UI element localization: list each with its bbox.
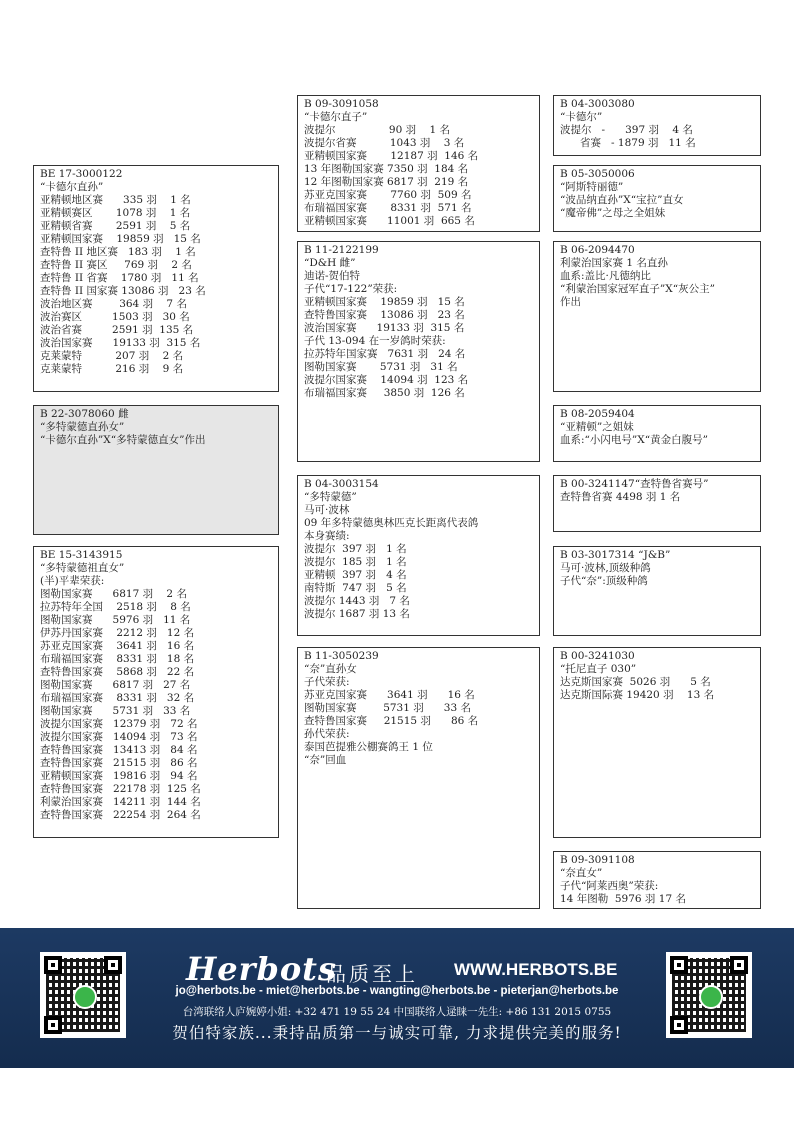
pedigree-line: 利蒙治国家赛 1 名直孙 bbox=[560, 257, 668, 269]
ring-number: B 11-2122199 bbox=[304, 244, 379, 256]
ring-number: B 11-3050239 bbox=[304, 650, 379, 662]
pedigree-line: “多特蒙德” bbox=[304, 491, 357, 503]
pedigree-line: 苏亚克国家赛 7760 羽 509 名 bbox=[304, 189, 472, 201]
pedigree-line: 苏亚克国家赛 3641 羽 16 名 bbox=[304, 689, 475, 701]
ring-number: B 05-3050006 bbox=[560, 168, 635, 180]
pedigree-line: 克莱蒙特 207 羽 2 名 bbox=[40, 350, 184, 362]
pedigree-line: “卡德尔直孙” bbox=[40, 181, 104, 193]
pedigree-line: 查特鲁国家赛 22178 羽 125 名 bbox=[40, 783, 201, 795]
pedigree-line: 波提尔 - 397 羽 4 名 bbox=[560, 124, 693, 136]
sss-box bbox=[553, 95, 761, 156]
pedigree-line: “魔帝佛”之母之全姐妹 bbox=[560, 207, 666, 219]
dam-box bbox=[33, 546, 279, 838]
pedigree-line: 亚精顿地区赛 335 羽 1 名 bbox=[40, 194, 191, 206]
pedigree-line: “卡德尔直孙”X“多特蒙德直女”作出 bbox=[40, 434, 206, 446]
pedigree-line: 波提尔 1443 羽 7 名 bbox=[304, 595, 410, 607]
ring-number: B 09-3091108 bbox=[560, 854, 635, 866]
pedigree-line: 波提尔国家赛 14094 羽 73 名 bbox=[40, 731, 198, 743]
pedigree-line: 波提尔国家赛 12379 羽 72 名 bbox=[40, 718, 198, 730]
pedigree-line: 亚精顿国家赛 19859 羽 15 名 bbox=[304, 296, 465, 308]
pedigree-line: 克莱蒙特 216 羽 9 名 bbox=[40, 363, 184, 375]
pedigree-line: 南特斯 747 羽 5 名 bbox=[304, 582, 407, 594]
pedigree-line: 布瑞福国家赛 3850 羽 126 名 bbox=[304, 387, 465, 399]
pedigree-line: 布瑞福国家赛 8331 羽 32 名 bbox=[40, 692, 195, 704]
pedigree-line: 达克斯国家赛 5026 羽 5 名 bbox=[560, 676, 711, 688]
pedigree-line: 波提尔 1687 羽 13 名 bbox=[304, 608, 410, 620]
ring-number: B 08-2059404 bbox=[560, 408, 635, 420]
pedigree-line: 波治国家赛 19133 羽 315 名 bbox=[40, 337, 201, 349]
pedigree-line: 苏亚克国家赛 3641 羽 16 名 bbox=[40, 640, 195, 652]
pedigree-line: 子代荣获: bbox=[304, 676, 350, 688]
pedigree-line: 查特鲁省赛 4498 羽 1 名 bbox=[560, 491, 681, 503]
pedigree-line: 波提尔省赛 1043 羽 3 名 bbox=[304, 137, 465, 149]
pedigree-line: “卡德尔” bbox=[560, 111, 603, 123]
pedigree-line: 作出 bbox=[560, 296, 581, 308]
pedigree-line: “奈”直孙女 bbox=[304, 663, 357, 675]
pedigree-line: 子代“阿莱西奥”荣获: bbox=[560, 880, 659, 892]
pedigree-line: 亚精顿国家赛 19816 羽 94 名 bbox=[40, 770, 198, 782]
pedigree-line: 亚精顿国家赛 12187 羽 146 名 bbox=[304, 150, 479, 162]
pedigree-line: 波提尔 397 羽 1 名 bbox=[304, 543, 407, 555]
pedigree-line: 图勒国家赛 6817 羽 27 名 bbox=[40, 679, 191, 691]
pedigree-line: 09 年多特蒙德奥林匹克长距离代表鸽 bbox=[304, 517, 479, 529]
pedigree-line: “奈”回血 bbox=[304, 754, 347, 766]
pedigree-line: 亚精顿国家赛 11001 羽 665 名 bbox=[304, 215, 475, 227]
pedigree-line: 子代“奈”:顶级种鸽 bbox=[560, 575, 648, 587]
sds-box bbox=[553, 241, 761, 392]
pedigree-line: 达克斯国际赛 19420 羽 13 名 bbox=[560, 689, 715, 701]
pedigree-line: 图勒国家赛 5731 羽 33 名 bbox=[40, 705, 191, 717]
pedigree-line: 亚精顿 397 羽 4 名 bbox=[304, 569, 407, 581]
pedigree-line: “波品纳直孙”X“宝拉”直女 bbox=[560, 194, 684, 206]
subject-box bbox=[33, 405, 279, 535]
pedigree-line: 查特鲁国家赛 13086 羽 23 名 bbox=[304, 309, 465, 321]
pedigree-line: 伊苏丹国家赛 2212 羽 12 名 bbox=[40, 627, 195, 639]
ssd-box bbox=[553, 165, 761, 232]
pedigree-line: “卡德尔直子” bbox=[304, 111, 368, 123]
pedigree-line: 波治地区赛 364 羽 7 名 bbox=[40, 298, 187, 310]
pedigree-line: 14 年图勒 5976 羽 17 名 bbox=[560, 893, 686, 905]
pedigree-line: 波治国家赛 19133 羽 315 名 bbox=[304, 322, 465, 334]
pedigree-line: 图勒国家赛 6817 羽 2 名 bbox=[40, 588, 187, 600]
pedigree-line: “多特蒙德祖直女” bbox=[40, 562, 125, 574]
dss-box bbox=[553, 475, 761, 532]
ring-number: B 09-3091058 bbox=[304, 98, 379, 110]
pedigree-line: 波提尔 185 羽 1 名 bbox=[304, 556, 407, 568]
pedigree-line: 本身赛绩: bbox=[304, 530, 350, 542]
pedigree-line: 布瑞福国家赛 8331 羽 18 名 bbox=[40, 653, 195, 665]
pedigree-line: 亚精顿国家赛 19859 羽 15 名 bbox=[40, 233, 201, 245]
pedigree-line: 泰国芭提雅公棚赛鸽王 1 位 bbox=[304, 741, 433, 753]
pedigree-line: 13 年图勒国家赛 7350 羽 184 名 bbox=[304, 163, 469, 175]
brand-row bbox=[186, 950, 626, 990]
pedigree-line: 亚精顿省赛 2591 羽 5 名 bbox=[40, 220, 191, 232]
pedigree-line: 拉苏特年全国 2518 羽 8 名 bbox=[40, 601, 191, 613]
pedigree-line: “奈直女” bbox=[560, 867, 603, 879]
pedigree-line: 布瑞福国家赛 8331 羽 571 名 bbox=[304, 202, 472, 214]
ring-number: BE 17-3000122 bbox=[40, 168, 123, 180]
pedigree-line: (半)平辈荣获: bbox=[40, 575, 105, 587]
pedigree-line: “D&H 雌” bbox=[304, 257, 356, 269]
pedigree-line: “亚精顿”之姐妹 bbox=[560, 421, 634, 433]
contact-phones: 台湾联络人庐婉婷小姐: +32 471 19 55 24 中国联络人逯睐一先生: +86 131 2015 0755 bbox=[182, 1006, 612, 1018]
pedigree-line: “托尼直子 030” bbox=[560, 663, 637, 675]
ring-number: B 00-3241030 bbox=[560, 650, 635, 662]
website-link[interactable]: WWW.HERBOTS.BE bbox=[454, 960, 618, 979]
ring-number: B 00-3241147“查特鲁省赛号” bbox=[560, 478, 709, 490]
herbots-logo: Herbots bbox=[186, 950, 337, 988]
pedigree-line: 图勒国家赛 5731 羽 31 名 bbox=[304, 361, 458, 373]
dds-box bbox=[553, 647, 761, 838]
pedigree-line: 波治省赛 2591 羽 135 名 bbox=[40, 324, 194, 336]
pedigree-line: 查特鲁 II 赛区 769 羽 2 名 bbox=[40, 259, 192, 271]
pedigree-line: 查特鲁 II 地区赛 183 羽 1 名 bbox=[40, 246, 196, 258]
pedigree-line: 查特鲁国家赛 21515 羽 86 名 bbox=[304, 715, 479, 727]
pedigree-line: 孙代荣获: bbox=[304, 728, 350, 740]
tagline: 贺伯特家族...秉持品质第一与诚实可靠, 力求提供完美的服务! bbox=[172, 1024, 622, 1042]
pedigree-line: “多特蒙德直孙女” bbox=[40, 421, 125, 433]
sire-dam-box bbox=[297, 241, 540, 462]
pedigree-line: 子代 13-094 在一岁鸽时荣获: bbox=[304, 335, 446, 347]
pedigree-line: 血系:盖比·凡德纳比 bbox=[560, 270, 651, 282]
pedigree-line: 利蒙治国家赛 14211 羽 144 名 bbox=[40, 796, 201, 808]
slogan: 品质至上 bbox=[326, 962, 418, 986]
pedigree-line: 子代“17-122”荣获: bbox=[304, 283, 398, 295]
sire-box bbox=[33, 165, 279, 392]
pedigree-line: 迪诺-贺伯特 bbox=[304, 270, 361, 282]
pedigree-line: 马可·波林 bbox=[304, 504, 350, 516]
pedigree-line: 查特鲁国家赛 22254 羽 264 名 bbox=[40, 809, 201, 821]
contact-emails[interactable]: jo@herbots.be - miet@herbots.be - wangting@herbots.be - pieterjan@herbots.be bbox=[175, 985, 619, 997]
pedigree-line: 波提尔 90 羽 1 名 bbox=[304, 124, 450, 136]
pedigree-line: 波提尔国家赛 14094 羽 123 名 bbox=[304, 374, 469, 386]
pedigree-line: 查特鲁国家赛 5868 羽 22 名 bbox=[40, 666, 195, 678]
pedigree-line: 波治赛区 1503 羽 30 名 bbox=[40, 311, 190, 323]
ring-number: B 04-3003080 bbox=[560, 98, 635, 110]
dam-sire-box bbox=[297, 475, 540, 636]
ring-number: B 03-3017314 “J&B” bbox=[560, 549, 671, 561]
pedigree-line: 查特鲁国家赛 21515 羽 86 名 bbox=[40, 757, 198, 769]
pedigree-line: 查特鲁 II 省赛 1780 羽 11 名 bbox=[40, 272, 199, 284]
ring-number: BE 15-3143915 bbox=[40, 549, 123, 561]
pedigree-line: 拉苏特年国家赛 7631 羽 24 名 bbox=[304, 348, 466, 360]
dam-dam-box bbox=[297, 647, 540, 909]
pedigree-line: 图勒国家赛 5976 羽 11 名 bbox=[40, 614, 191, 626]
pedigree-line: 12 年图勒国家赛 6817 羽 219 名 bbox=[304, 176, 469, 188]
sire-sire-box bbox=[297, 95, 540, 232]
pedigree-line: 马可·波林,顶级种鸽 bbox=[560, 562, 651, 574]
ring-number: B 04-3003154 bbox=[304, 478, 379, 490]
pedigree-line: 查特鲁 II 国家赛 13086 羽 23 名 bbox=[40, 285, 206, 297]
footer-banner bbox=[0, 928, 794, 1068]
dsd-box bbox=[553, 546, 761, 636]
pedigree-line: “利蒙治国家冠军直子”X“灰公主” bbox=[560, 283, 715, 295]
pedigree-line: 省赛 - 1879 羽 11 名 bbox=[560, 137, 696, 149]
ring-number: B 06-2094470 bbox=[560, 244, 635, 256]
pedigree-line: 亚精顿赛区 1078 羽 1 名 bbox=[40, 207, 191, 219]
pedigree-line: 图勒国家赛 5731 羽 33 名 bbox=[304, 702, 471, 714]
ring-number: B 22-3078060 雌 bbox=[40, 408, 129, 420]
ddd-box bbox=[553, 851, 761, 909]
pedigree-line: 血系:“小闪电号”X“黄金白腹号” bbox=[560, 434, 708, 446]
sdd-box bbox=[553, 405, 761, 462]
pedigree-line: 查特鲁国家赛 13413 羽 84 名 bbox=[40, 744, 198, 756]
pedigree-line: “阿斯特丽德” bbox=[560, 181, 624, 193]
